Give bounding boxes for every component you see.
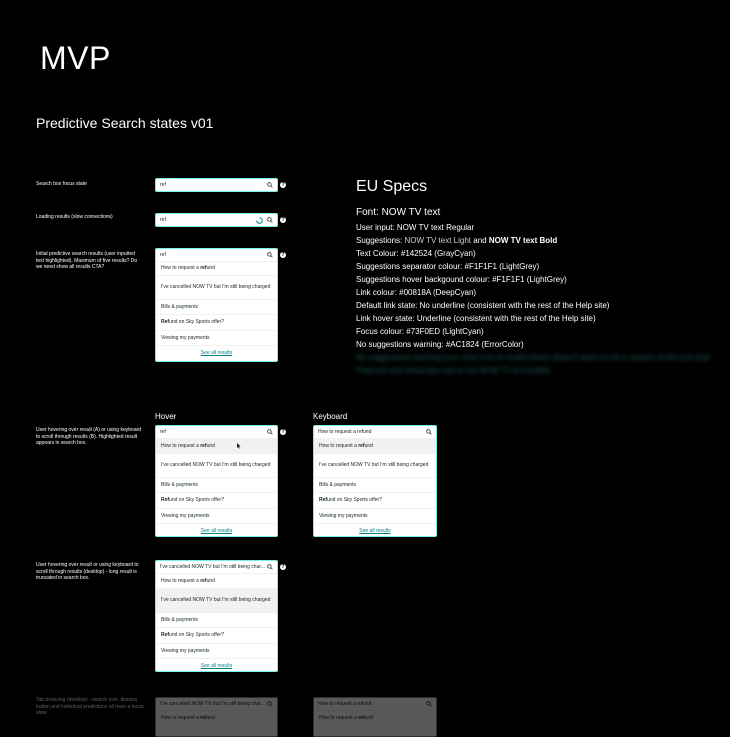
see-all-results-link[interactable]: See all results: [156, 523, 277, 537]
search-dropdown-keyboard[interactable]: [313, 425, 437, 537]
suggestion-item[interactable]: I've cancelled NOW TV but I'm still being charged: [156, 453, 277, 477]
suggestion-item[interactable]: Refund on Sky Sports offer?: [156, 492, 277, 508]
search-icon[interactable]: [426, 701, 432, 707]
cursor-icon: [237, 443, 241, 452]
suggestion-item[interactable]: Viewing my payments: [156, 330, 277, 345]
search-icon[interactable]: [267, 429, 273, 435]
specs-heading: EU Specs: [356, 178, 428, 195]
search-dropdown-initial[interactable]: [155, 248, 278, 362]
search-dropdown-tab-focus[interactable]: [155, 697, 278, 737]
suggestion-item[interactable]: How to request a refund: [156, 710, 277, 725]
spec-link-hover: Link hover state: Underline (consistent with the rest of the Help site): [356, 314, 596, 323]
see-all-results-link[interactable]: See all results: [314, 523, 436, 537]
suggestion-item[interactable]: Refund on Sky Sports offer?: [156, 627, 277, 643]
search-box-loading[interactable]: [155, 213, 278, 227]
suggestion-item[interactable]: I've cancelled NOW TV but I'm still being charged: [156, 275, 277, 299]
see-all-results-link[interactable]: See all results: [156, 658, 277, 672]
column-label-keyboard: Keyboard: [313, 412, 348, 421]
search-input-value[interactable]: ref: [160, 182, 166, 188]
note-loading-state: Loading results (slow connections): [36, 214, 113, 220]
search-input-value[interactable]: How to request a refund: [318, 701, 372, 707]
suggestion-item[interactable]: Bills & payments: [314, 477, 436, 492]
column-label-hover: Hover: [155, 412, 177, 421]
suggestion-item[interactable]: How to request a refund: [156, 261, 277, 275]
see-all-results-link[interactable]: See all results: [156, 345, 277, 360]
spec-suggestions: Suggestions: NOW TV text Light and NOW TV text Bold: [356, 236, 558, 245]
suggestion-item[interactable]: Bills & payments: [156, 299, 277, 314]
search-icon[interactable]: [267, 701, 273, 707]
suggestion-item-hovered[interactable]: How to request a refund: [156, 438, 277, 453]
spec-font: Font: NOW TV text: [356, 207, 441, 218]
search-input-value[interactable]: I've cancelled NOW TV but I'm still being char...: [160, 701, 265, 707]
info-icon[interactable]: ?: [281, 252, 285, 258]
info-icon[interactable]: ?: [281, 429, 285, 435]
spec-separator-colour: Suggestions separator colour: #F1F1F1 (LightGrey): [356, 262, 540, 271]
spec-warning-colour: No suggestions warning: #AC1824 (ErrorColor): [356, 340, 524, 349]
search-dropdown-tab-keyboard[interactable]: [313, 697, 437, 737]
search-box-focus[interactable]: [155, 178, 278, 192]
search-input-value[interactable]: ref: [160, 217, 166, 223]
spec-hover-background: Suggestions hover backgound colour: #F1F1F1 (LightGrey): [356, 275, 567, 284]
suggestion-item[interactable]: Refund on Sky Sports offer?: [156, 314, 277, 330]
spec-text-colour: Text Colour: #142524 (GrayCyan): [356, 249, 476, 258]
note-focus-state: Search box focus state: [36, 181, 87, 187]
search-input-value[interactable]: I've cancelled NOW TV but I'm still being char...: [160, 564, 265, 570]
suggestion-item-selected[interactable]: I've cancelled NOW TV but I'm still being charged: [156, 588, 277, 612]
note-initial-results: Initial predictive search results (user inputted text highlighted). Maximum of five results? Do we need show all results CTA?: [36, 251, 138, 271]
suggestion-item[interactable]: Viewing my payments: [314, 508, 436, 523]
suggestion-item[interactable]: How to request a refund: [314, 710, 436, 725]
page-title: MVP: [40, 40, 111, 76]
page-subtitle: Predictive Search states v01: [36, 115, 214, 131]
suggestion-item[interactable]: Bills & payments: [156, 612, 277, 627]
search-input-value[interactable]: ref: [160, 252, 166, 258]
info-icon[interactable]: ?: [281, 182, 285, 188]
note-tab-browsing: Tab browsing (desktop) - search icon, dismiss button and individual predictions all have a focus state: [36, 697, 144, 717]
suggestion-item[interactable]: How to request a refund: [156, 573, 277, 588]
suggestion-item[interactable]: Viewing my payments: [156, 643, 277, 658]
search-icon[interactable]: [267, 217, 273, 223]
search-input-value[interactable]: How to request a refund: [318, 429, 372, 435]
specs-list: [356, 206, 716, 377]
search-icon[interactable]: [267, 252, 273, 258]
search-dropdown-hover[interactable]: [155, 425, 278, 537]
suggestion-item-selected[interactable]: How to request a refund: [314, 438, 436, 453]
search-dropdown-long-result[interactable]: [155, 560, 278, 672]
search-input-value[interactable]: ref: [160, 429, 166, 435]
suggestion-item[interactable]: I've cancelled NOW TV but I'm still being charged: [314, 453, 436, 477]
search-icon[interactable]: [267, 182, 273, 188]
loading-spinner-icon: [256, 217, 263, 224]
note-long-result: User hovering over result or using keyboard to scroll through results (desktop) - long result is truncated in search box.: [36, 562, 139, 582]
suggestion-item[interactable]: Bills & payments: [156, 477, 277, 492]
note-hovering: User hovering over result (A) or using keyboard to scroll through results (B). Highlighted result appears in search box.: [36, 427, 142, 447]
suggestion-item[interactable]: Refund on Sky Sports offer?: [314, 492, 436, 508]
info-icon[interactable]: ?: [281, 217, 285, 223]
suggestion-item[interactable]: Viewing my payments: [156, 508, 277, 523]
spec-user-input: User input: NOW TV text Regular: [356, 223, 475, 232]
search-icon[interactable]: [426, 429, 432, 435]
info-icon[interactable]: ?: [281, 564, 285, 570]
spec-warning-icon-blurred: No suggestions warning icon: Alert icon in toolkit (there doesn't seem to be a version of the icon that Peacock and showcase use in the NOW TV EU toolkit): [356, 353, 710, 375]
spec-link-default: Default link state: No underline (consistent with the rest of the Help site): [356, 301, 610, 310]
spec-focus-colour: Focus colour: #73F0ED (LightCyan): [356, 327, 484, 336]
spec-link-colour: Link colour: #00818A (DeepCyan): [356, 288, 477, 297]
search-icon[interactable]: [267, 564, 273, 570]
